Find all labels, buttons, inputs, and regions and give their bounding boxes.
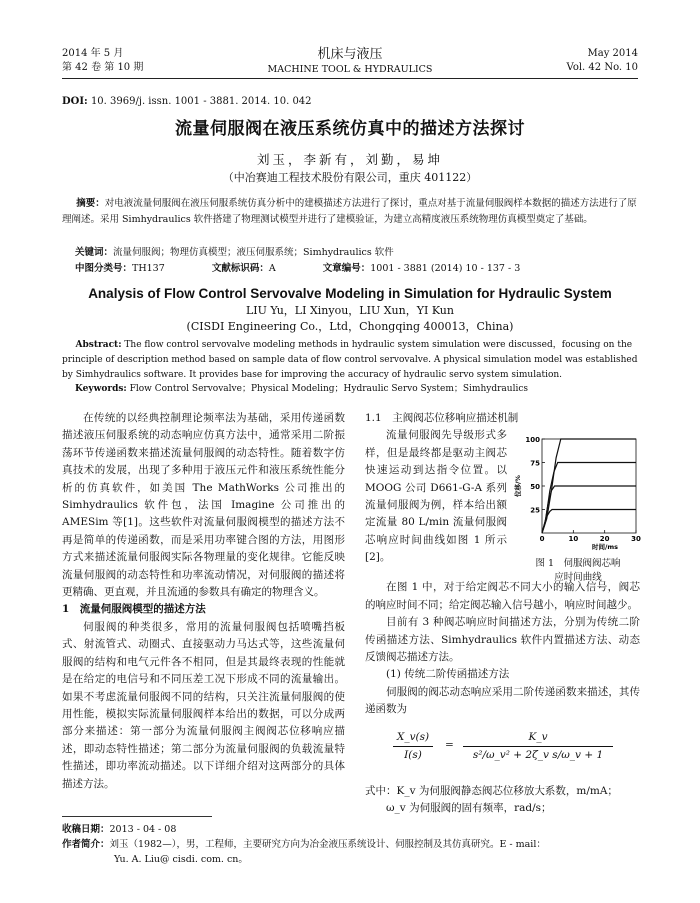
authors-cn: 刘玉，李新有，刘勤，易坤	[256, 152, 443, 167]
formula-lhs-numerator: X_v(s)	[393, 729, 433, 747]
formula-rhs	[463, 729, 613, 765]
clc-label: 中图分类号：	[75, 263, 133, 274]
keywords-cn	[75, 246, 638, 260]
authors-en: LIU Yu，LI Xinyou，LIU Xun，YI Kun	[246, 304, 454, 317]
doi-label: DOI:	[62, 96, 88, 107]
article-no-value: 1001 - 3881 (2014) 10 - 137 - 3	[370, 263, 521, 274]
keywords-en-label: Keywords:	[75, 384, 127, 394]
abstract-en-label: Abstract:	[75, 340, 122, 350]
methods-paragraph: 目前有 3 种阀芯响应时间描述方法，分别为传统二阶传函描述方法、Simhydraulics 软件内置描述方法、动态反馈阀芯描述方法。	[365, 616, 640, 664]
abstract-en	[62, 338, 638, 383]
method-item-1: (1) 传统二阶传函描述方法	[386, 668, 510, 681]
classification-line	[75, 262, 638, 276]
received-label: 收稿日期：	[62, 824, 110, 835]
author-bio-label: 作者简介：	[62, 839, 110, 850]
response-chart	[512, 433, 644, 555]
figure-1	[512, 433, 644, 585]
author-email: Yu. A. Liu@ cisdi. com. cn。	[114, 854, 248, 865]
transfer-function-paragraph: 伺服阀的阀芯动态响应采用二阶传递函数来描述，其传递函数为	[365, 685, 640, 716]
body-column-right	[365, 410, 640, 817]
response-curve-2	[542, 463, 636, 534]
affiliation-cn: （中冶赛迪工程技术股份有限公司，重庆 401122）	[222, 171, 478, 184]
issue-date: 2014 年 5 月	[62, 48, 124, 59]
volume-issue-cn: 第 42 卷 第 10 期	[62, 62, 144, 73]
paper-title-en: Analysis of Flow Control Servovalve Modeling in Simulation for Hydraulic System	[88, 286, 612, 301]
wrap-paragraph: 流量伺服阀先导级形式多样，但是最终都是驱动主阀芯快速运动到达指令位置。以 MOOG 公司 D661-G-A 系列流量伺服阀为例，样本给出额定流量 80 L/min 流量伺服阀芯响应时间曲线如图 1 所示[2]。	[365, 429, 507, 564]
y-tick-label: 75	[530, 459, 540, 468]
figure-caption-line1: 图 1 伺服阀阀芯响	[535, 558, 621, 570]
figure-caption	[512, 557, 644, 585]
x-axis-label: 时间/ms	[591, 543, 619, 552]
x-tick-label: 20	[599, 535, 610, 544]
transfer-function-formula	[393, 723, 640, 779]
doi-value: 10. 3969/j. issn. 1001 - 3881. 2014. 10. 042	[87, 96, 312, 107]
issue-date-en	[567, 47, 638, 75]
keywords-en	[75, 383, 638, 397]
abstract-en-text: The flow control servovalve modeling methods in hydraulic system simulation were discussed，focusing on the principle of description method based on sample data of flow control servovalve. A physical simulation model was established by Simhydraulics software. It provides base for improving the accuracy of hydraulic servo system simulation.	[62, 340, 638, 380]
formula-rhs-denominator: s²/ω_v² + 2ζ_v s/ω_v + 1	[472, 749, 604, 762]
paper-title-cn: 流量伺服阀在液压系统仿真中的描述方法探讨	[175, 119, 525, 139]
formula-lhs-denominator: I(s)	[404, 749, 422, 762]
figure-discussion-paragraph: 在图 1 中，对于给定阀芯不同大小的输入信号，阀芯的响应时间不同；给定阀芯输入信号越小，响应时间越少。	[365, 581, 640, 611]
formula-equals: =	[445, 738, 454, 751]
x-tick-label: 30	[631, 535, 641, 544]
formula-rhs-numerator: K_v	[463, 729, 613, 747]
author-bio-text: 刘玉（1982—），男，工程师，主要研究方向为冶金液压系统设计、伺服控制及其仿真研究。E - mail：	[109, 839, 546, 850]
body-column-left	[62, 410, 345, 793]
symbol-def-omega: ω_v 为伺服阀的固有频率，rad/s；	[386, 802, 552, 815]
section-heading-1: 1 流量伺服阀模型的描述方法	[62, 603, 206, 616]
clc-number	[75, 263, 187, 274]
doi-line	[62, 94, 312, 109]
response-curve-4	[542, 510, 636, 534]
abstract-cn	[62, 196, 638, 228]
subsection-heading-1-1: 1.1 主阀阀芯位移响应描述机制	[365, 412, 519, 424]
y-tick-label: 100	[525, 436, 540, 445]
author-bio	[62, 837, 638, 852]
journal-name	[62, 47, 638, 77]
doc-code-label: 文献标识码：	[211, 263, 269, 274]
footnote	[62, 822, 638, 867]
volume-issue-en: Vol. 42 No. 10	[566, 62, 638, 73]
article-no-label: 文章编号：	[322, 263, 371, 274]
figure-caption-line2: 应时间曲线	[554, 572, 602, 584]
y-axis-label: 位移/%	[514, 475, 522, 498]
issue-month-en: May 2014	[587, 48, 638, 59]
keywords-en-text: Flow Control Servovalve；Physical Modeling；Hydraulic Servo System；Simhydraulics	[126, 384, 528, 394]
affiliation-en: (CISDI Engineering Co.，Ltd，Chongqing 400013，China)	[186, 320, 514, 333]
received-date	[62, 822, 638, 837]
doc-code	[212, 263, 298, 274]
section1-paragraph: 伺服阀的种类很多，常用的流量伺服阀包括喷嘴挡板式、射流管式、动圈式、直接驱动力马达式等，这些流量伺服阀的结构和电气元件各不相同，但是其最终表现的性能就是在给定的电信号和不同压差工况下形成不同的流量输出。如果不考虑流量伺服阀不同的结构，只关注流量伺服阀的使用性能，模拟实际流量伺服阀样本给出的数据，可以分成两部分来描述：第一部分为流量伺服阀主阀阀芯位移响应描述，即动态特性描述；第二部分为流量伺服阀的负载流量特性描述，即功率流动描述。以下详细介绍对这两部分的具体描述方法。	[62, 620, 345, 790]
journal-name-cn: 机床与液压	[317, 47, 383, 62]
x-tick-label: 10	[568, 535, 579, 544]
running-header	[62, 47, 638, 79]
x-tick-label: 0	[539, 535, 545, 544]
intro-paragraph: 在传统的以经典控制理论频率法为基础，采用传递函数描述液压伺服系统的动态响应仿真方法中，通常采用二阶振荡环节传递函数来描述流量伺服阀的动态特性。随着数字仿真技术的发展，出现了多种用于液压元件和液压系统性能分析的仿真软件，如美国 The MathWorks 公司推出的 Simhydraulics 软件包，法国 Imagine 公司推出的 AMESim 等[1]。这些软件对流量伺服阀模型的描述方法不再是简单的传递函数，而是采用功率键合图的方法，用图形方式来描述流量伺服阀实际各物理量的变化规律。它能反映流量伺服阀的动态特性和功率流动情况，对伺服阀的描述将更精确、更直观，并且流通的参数具有确定的物理含义。	[62, 412, 345, 599]
article-number	[323, 263, 543, 274]
journal-name-en: MACHINE TOOL & HYDRAULICS	[267, 64, 433, 75]
symbol-def-kv: 式中：K_v 为伺服阀静态阀芯位移放大系数，m/mA；	[365, 784, 618, 797]
keywords-cn-text: 流量伺服阀；物理仿真模型；液压伺服系统；Simhydraulics 软件	[113, 247, 394, 258]
abstract-cn-text: 对电液流量伺服阀在液压伺服系统仿真分析中的建模描述方法进行了探讨，重点对基于流量伺服阀样本数据的描述方法进行了原理阐述。采用 Simhydraulics 软件搭建了物理测试模型并进行了建模验证，为建立高精度液压系统物理仿真模型奠定了基础。	[62, 198, 637, 225]
y-tick-label: 50	[530, 483, 540, 492]
received-value: 2013 - 04 - 08	[109, 824, 177, 835]
footnote-rule	[62, 816, 212, 817]
formula-lhs	[393, 729, 433, 765]
abstract-cn-label: 摘要：	[76, 198, 105, 209]
clc-value: TH137	[132, 263, 165, 274]
doc-code-value: A	[268, 263, 276, 274]
y-tick-label: 25	[530, 506, 540, 515]
figure-wrap-block	[365, 427, 640, 597]
keywords-cn-label: 关键词：	[75, 247, 114, 258]
